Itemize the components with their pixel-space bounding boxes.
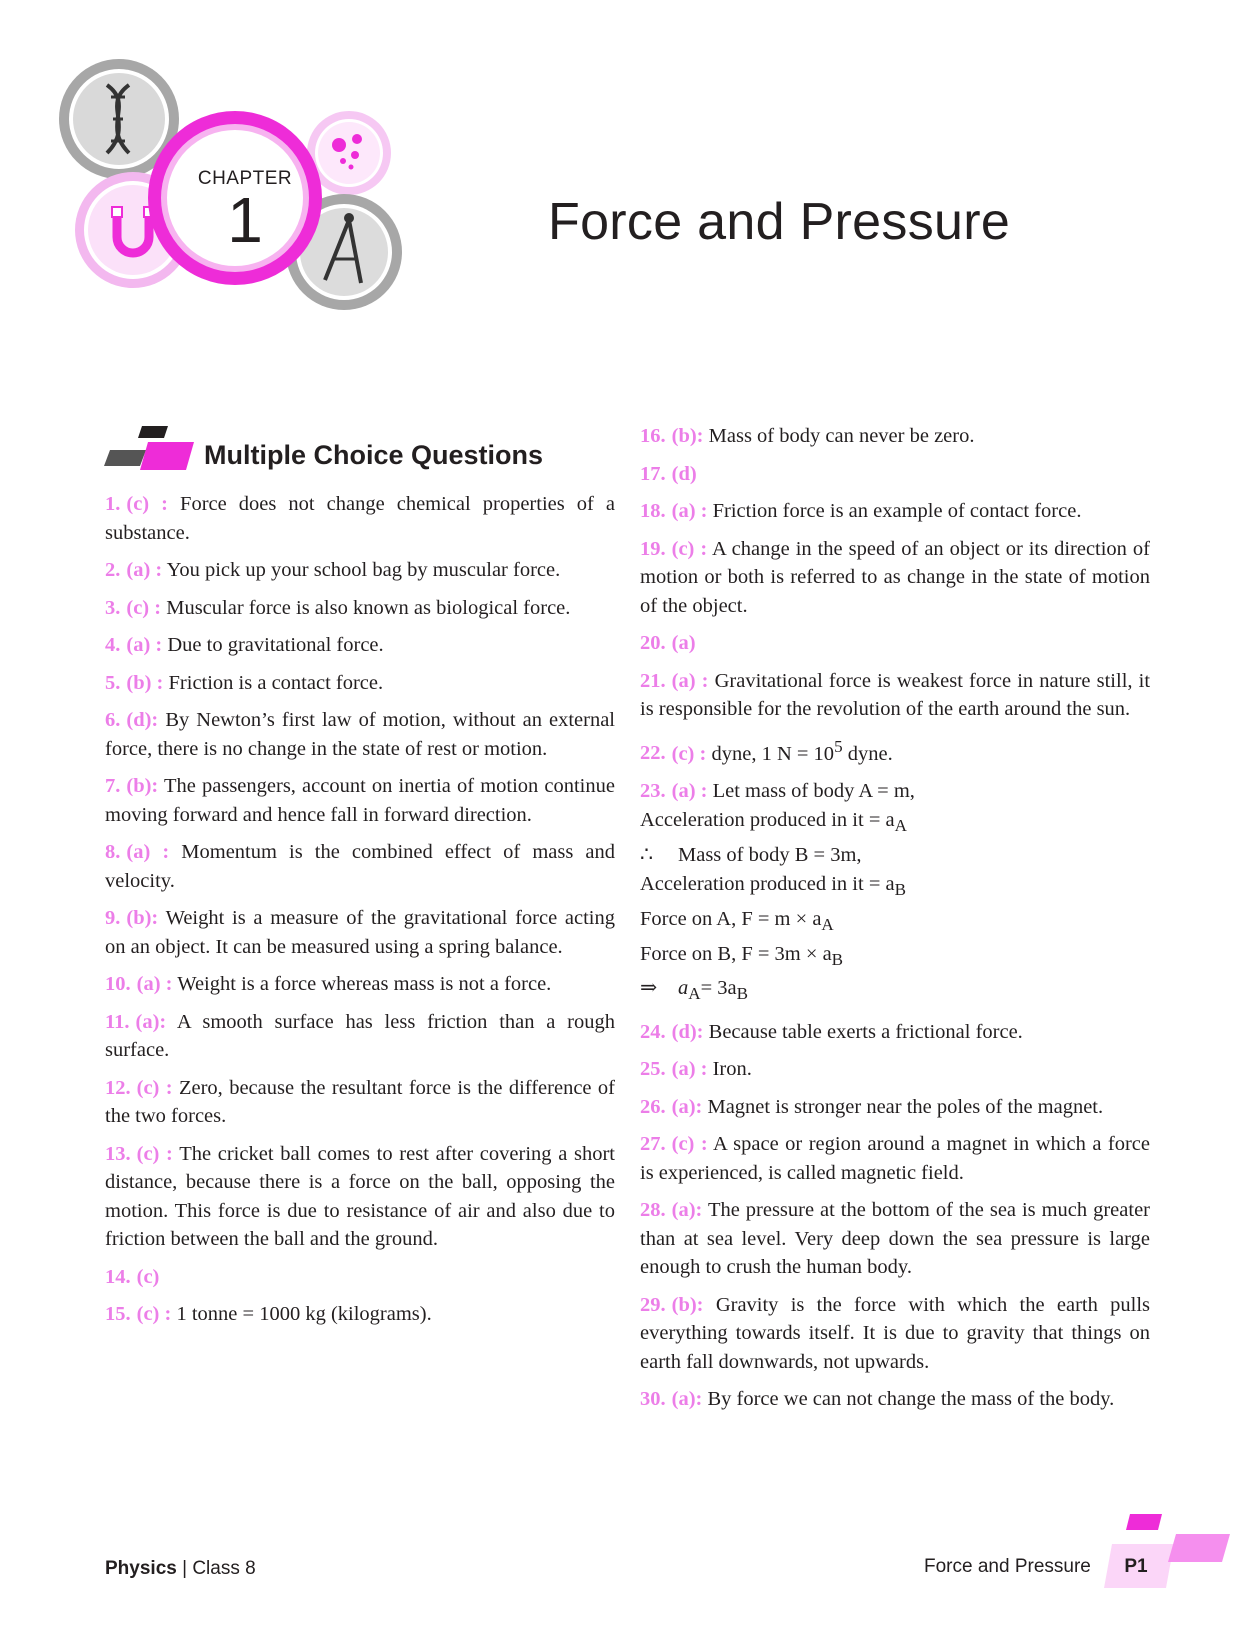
answer-item: 5. (b) : Friction is a contact force. bbox=[105, 671, 384, 694]
answer-item-derivation: 23. (a) : Let mass of body A = m, Acceleration produced in it = $a_A$ ∴ Mass of body B = 3m, Acceleration produced in it = $a_B$ Force on A, $F = m \times a_A$ Force on B, $F = 3m \times a_B$ ⇒ $a_A= 3a_B$ bbox=[640, 779, 915, 1004]
answer-item: 26. (a): Magnet is stronger near the poles of the magnet. bbox=[640, 1095, 1104, 1118]
answer-item: 9. (b): Weight is a measure of the gravitational force acting on an object. It can be measured using a spring balance. bbox=[105, 907, 615, 958]
answer-item: 14. (c) bbox=[105, 1265, 160, 1288]
answer-item: 17. (d) bbox=[640, 462, 697, 485]
answer-item: 16. (b): Mass of body can never be zero. bbox=[640, 425, 975, 447]
answer-item: 27. (c) : A space or region around a magnet in which a force is experienced, is called magnetic field. bbox=[640, 1133, 1150, 1184]
chapter-number: 1 bbox=[227, 184, 263, 256]
answer-item: 4. (a) : Due to gravitational force. bbox=[105, 634, 384, 656]
page-title: Force and Pressure bbox=[548, 193, 1011, 251]
section-tab-icon bbox=[104, 424, 204, 474]
answer-item: 12. (c) : Zero, because the resultant force is the difference of the two forces. bbox=[105, 1076, 615, 1127]
footer-running-title: Force and Pressure bbox=[924, 1556, 1091, 1577]
answer-item: 18. (a) : Friction force is an example of contact force. bbox=[640, 500, 1082, 522]
footer-subject: Physics | Class 8 bbox=[105, 1558, 256, 1579]
answer-item: 19. (c) : A change in the speed of an object or its direction of motion or both is referred to as change in the state of motion of the object. bbox=[640, 537, 1150, 617]
answers-right-column bbox=[640, 422, 1150, 1423]
answer-item: 7. (b): The passengers, account on inertia of motion continue moving forward and hence fall in forward direction. bbox=[105, 775, 615, 826]
page-number: P1 bbox=[1124, 1556, 1148, 1577]
answer-item: 24. (d): Because table exerts a frictional force. bbox=[640, 1020, 1023, 1043]
answer-item: 1. (c) : Force does not change chemical properties of a substance. bbox=[105, 493, 615, 544]
answer-item: 11. (a): A smooth surface has less friction than a rough surface. bbox=[105, 1010, 615, 1061]
page-tab-icon bbox=[1100, 1510, 1235, 1590]
answers-left-column bbox=[105, 490, 615, 1338]
section-heading bbox=[104, 424, 624, 474]
answer-item: 21. (a) : Gravitational force is weakest force in nature still, it is responsible for the revolution of the earth around the sun. bbox=[640, 669, 1151, 720]
answer-item: 10. (a) : Weight is a force whereas mass is not a force. bbox=[105, 973, 552, 995]
section-title: Multiple Choice Questions bbox=[204, 440, 544, 470]
answer-item: 2. (a) : You pick up your school bag by muscular force. bbox=[105, 559, 561, 581]
chapter-label: CHAPTER bbox=[197, 168, 293, 189]
answer-item: 15. (c) : 1 tonne = 1000 kg (kilograms). bbox=[105, 1303, 432, 1325]
answer-item: 22. (c) : dyne, 1 $N = 10^5$ dyne. bbox=[640, 736, 893, 765]
answer-item: 13. (c) : The cricket ball comes to rest after covering a short distance, because there is a force on the ball, opposing the motion. This force is due to resistance of air and also due to friction between the ball and the ground. bbox=[105, 1142, 615, 1250]
answer-item: 20. (a) bbox=[640, 632, 696, 654]
answer-item: 8. (a) : Momentum is the combined effect of mass and velocity. bbox=[105, 841, 616, 892]
answer-item: 29. (b): Gravity is the force with which the earth pulls everything towards itself. It is due to gravity that things on earth fall downwards, not upwards. bbox=[640, 1293, 1150, 1373]
answer-item: 25. (a) : Iron. bbox=[640, 1058, 752, 1081]
answer-item: 28. (a): The pressure at the bottom of the sea is much greater than at sea level. Very deep down the sea pressure is large enough to crush the human body. bbox=[640, 1199, 1150, 1279]
answer-item: 30. (a): By force we can not change the mass of the body. bbox=[640, 1388, 1115, 1411]
answer-item: 6. (d): By Newton’s first law of motion, without an external force, there is no change in the state of rest or motion. bbox=[105, 709, 616, 760]
answer-item: 3. (c) : Muscular force is also known as biological force. bbox=[105, 596, 571, 619]
